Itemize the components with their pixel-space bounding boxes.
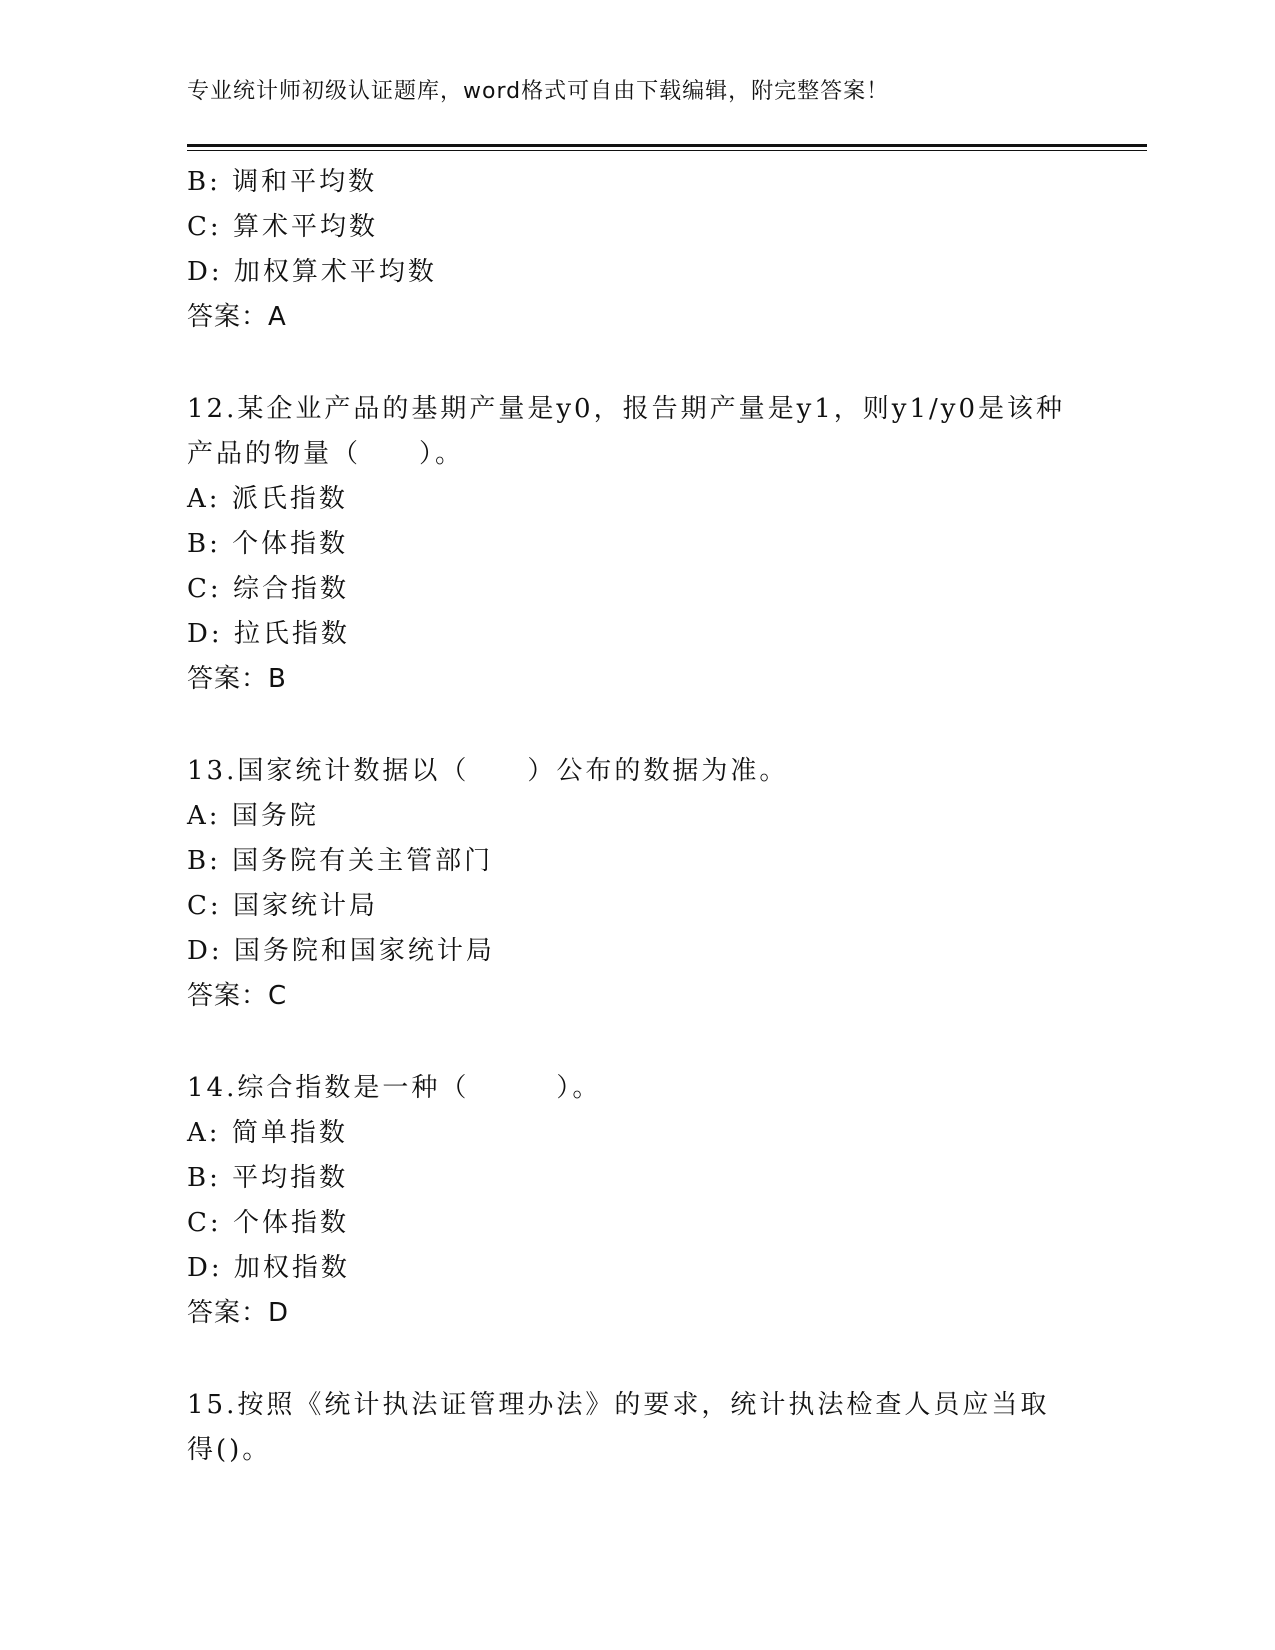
question-12 [187, 387, 1087, 702]
question-content [187, 160, 1087, 1473]
question-13 [187, 749, 1087, 1019]
question-14 [187, 1066, 1087, 1336]
answer-line: 答案：D [187, 1298, 290, 1328]
partial-question [187, 160, 1087, 340]
answer-line: 答案：A [187, 302, 287, 332]
option-a: A: 派氏指数 [187, 484, 348, 514]
page-header: 专业统计师初级认证题库，word格式可自由下载编辑，附完整答案！ [187, 79, 890, 104]
option-c: C: 综合指数 [187, 574, 349, 604]
option-b: B: 调和平均数 [187, 167, 378, 197]
header-rule-thick [187, 144, 1147, 147]
question-stem: 15.按照《统计执法证管理办法》的要求，统计执法检查人员应当取得()。 [187, 1390, 1050, 1465]
option-b: B: 平均指数 [187, 1163, 349, 1193]
answer-line: 答案：C [187, 981, 288, 1011]
option-b: B: 个体指数 [187, 529, 349, 559]
option-c: C: 算术平均数 [187, 212, 378, 242]
header-rule-thin [187, 150, 1147, 151]
question-stem: 14.综合指数是一种（ ）。 [187, 1073, 602, 1103]
question-stem: 13.国家统计数据以（ ）公布的数据为准。 [187, 756, 789, 786]
option-d: D: 加权算术平均数 [187, 257, 437, 287]
question-stem: 12.某企业产品的基期产量是y0，报告期产量是y1，则y1/y0是该种产品的物量（ ）。 [187, 394, 1066, 469]
option-a: A: 国务院 [187, 801, 319, 831]
option-d: D: 拉氏指数 [187, 619, 350, 649]
option-c: C: 国家统计局 [187, 891, 378, 921]
question-15 [187, 1383, 1087, 1473]
answer-line: 答案：B [187, 664, 287, 694]
option-c: C: 个体指数 [187, 1208, 349, 1238]
option-a: A: 简单指数 [187, 1118, 348, 1148]
option-b: B: 国务院有关主管部门 [187, 846, 494, 876]
option-d: D: 国务院和国家统计局 [187, 936, 495, 966]
option-d: D: 加权指数 [187, 1253, 350, 1283]
